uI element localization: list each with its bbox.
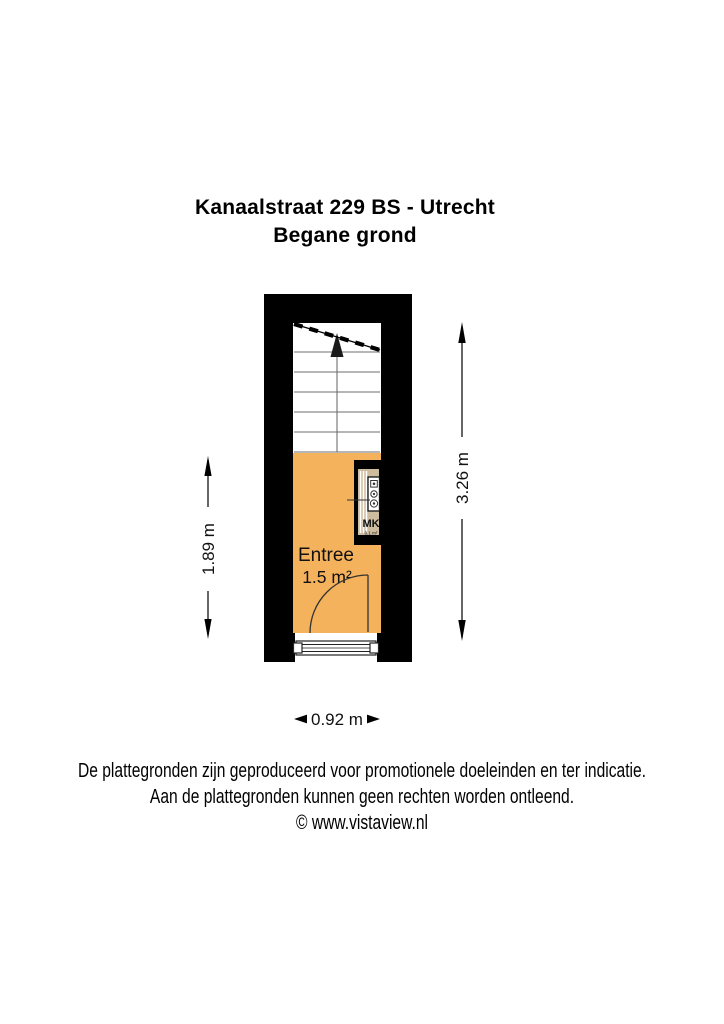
door-post xyxy=(370,643,379,653)
arrow-right-icon xyxy=(367,715,380,724)
dimension-left xyxy=(199,456,218,639)
door-post xyxy=(294,643,303,653)
arrow-left-icon xyxy=(294,715,307,724)
dimension-bottom-label: 0.92 m xyxy=(311,710,363,729)
disclaimer xyxy=(0,758,724,836)
meter-cupboard-area-label: 0.1 m² xyxy=(364,530,378,536)
room-label: Entree xyxy=(298,545,354,566)
dimension-bottom xyxy=(294,710,380,729)
title-floor: Begane grond xyxy=(273,224,417,247)
arrow-up-icon xyxy=(204,456,211,476)
disclaimer-line2: Aan de plattegronden kunnen geen rechten worden ontleend. xyxy=(149,786,575,808)
disclaimer-line1: De plattegronden zijn geproduceerd voor promotionele doeleinden en ter indicatie. xyxy=(77,760,647,782)
arrow-up-icon xyxy=(458,322,465,343)
copyright-line: © www.vistaview.nl xyxy=(295,812,428,834)
arrow-down-icon xyxy=(204,619,211,639)
dimension-left-label: 1.89 m xyxy=(199,523,218,575)
dimension-right xyxy=(453,322,472,641)
title-address: Kanaalstraat 229 BS - Utrecht xyxy=(195,196,495,219)
room-area-label: 1.5 m² xyxy=(302,567,352,587)
meter-cupboard-label: MK xyxy=(362,518,380,530)
front-door xyxy=(294,641,379,655)
arrow-down-icon xyxy=(458,620,465,641)
dimension-right-label: 3.26 m xyxy=(453,452,472,504)
